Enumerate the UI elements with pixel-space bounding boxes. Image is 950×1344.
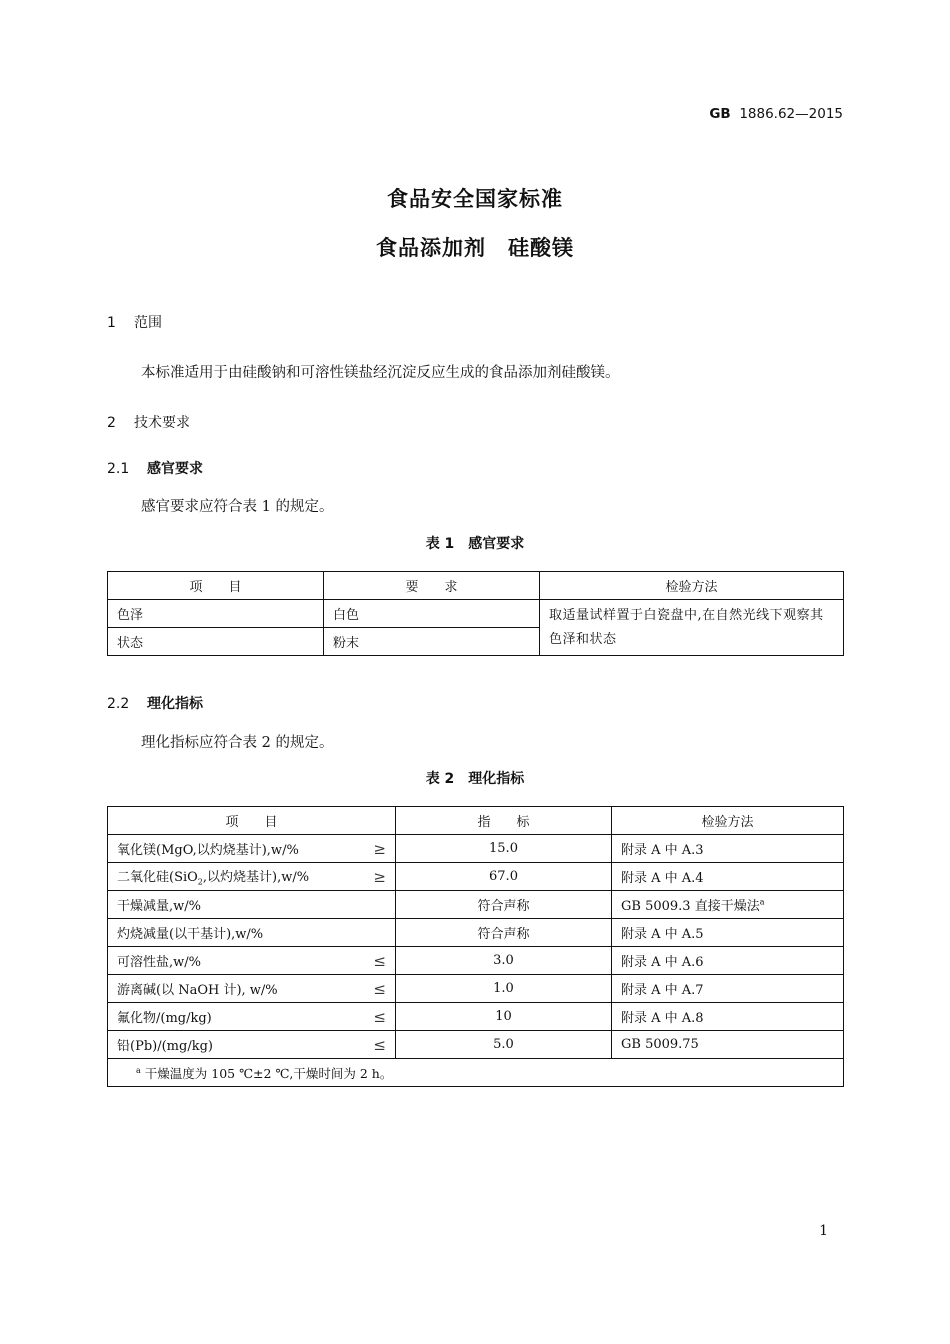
section-1-heading: 1 范围 (107, 315, 162, 331)
comparison-symbol: ≤ (373, 1035, 386, 1054)
comparison-symbol: ≤ (373, 951, 386, 970)
method-cell: 附录 A 中 A.8 (612, 1003, 844, 1031)
table-header-cell: 项 目 (108, 572, 324, 600)
table-header-cell: 检验方法 (540, 572, 844, 600)
method-cell: 附录 A 中 A.4 (612, 863, 844, 891)
item-cell: 游离碱(以 NaOH 计), w/% (117, 983, 278, 998)
table-header-row (108, 807, 844, 835)
table-row (108, 835, 844, 863)
value-cell: 3.0 (396, 947, 612, 975)
table-header-cell: 指 标 (396, 807, 612, 835)
table-row (108, 919, 844, 947)
value-cell: 5.0 (396, 1031, 612, 1059)
table-note: $^a$ 干燥温度为 105 ℃±2 ℃,干燥时间为 2 h。 (108, 1059, 844, 1087)
doc-subtitle: 食品添加剂 硅酸镁 (376, 236, 574, 260)
table-row (108, 1003, 844, 1031)
value-cell: 10 (396, 1003, 612, 1031)
table-header-cell: 检验方法 (612, 807, 844, 835)
table-1-caption: 表 1 感官要求 (425, 536, 525, 552)
method-cell: 附录 A 中 A.3 (612, 835, 844, 863)
method-cell: 附录 A 中 A.7 (612, 975, 844, 1003)
requirement-cell: 白色 (324, 600, 540, 628)
comparison-symbol: ≥ (373, 839, 386, 858)
table-2-caption: 表 2 理化指标 (425, 771, 525, 787)
table-row (108, 891, 844, 919)
section-2-2-text: 理化指标应符合表 2 的规定。 (141, 735, 334, 751)
item-cell: 状态 (108, 628, 324, 656)
table-note-row (108, 1059, 844, 1087)
doc-title: 食品安全国家标准 (387, 187, 563, 211)
value-cell: 符合声称 (396, 919, 612, 947)
value-cell: 15.0 (396, 835, 612, 863)
method-cell: 取适量试样置于白瓷盘中,在自然光线下观察其色泽和状态 (540, 600, 844, 656)
comparison-symbol: ≥ (373, 867, 386, 886)
page-number: 1 (819, 1223, 828, 1239)
table-header-row (108, 572, 844, 600)
table-header-cell: 项 目 (108, 807, 396, 835)
item-cell: 灼烧减量(以干基计),w/% (117, 927, 264, 942)
method-cell: GB 5009.3 直接干燥法$^a$ (612, 891, 844, 919)
item-cell: 可溶性盐,w/% (117, 955, 201, 970)
comparison-symbol: ≤ (373, 979, 386, 998)
table-row (108, 975, 844, 1003)
table-1 (107, 571, 844, 656)
standard-number: GB 1886.62—2015 (709, 106, 843, 122)
table-row (108, 600, 844, 628)
item-cell: 干燥减量,w/% (117, 899, 201, 914)
method-cell: 附录 A 中 A.5 (612, 919, 844, 947)
footnote-mark: a (136, 1065, 141, 1075)
section-2-1-text: 感官要求应符合表 1 的规定。 (141, 499, 334, 515)
value-cell: 67.0 (396, 863, 612, 891)
table-2 (107, 806, 844, 1087)
table-row (108, 947, 844, 975)
section-2-heading: 2 技术要求 (107, 415, 190, 431)
value-cell: 符合声称 (396, 891, 612, 919)
section-1-text: 本标准适用于由硅酸钠和可溶性镁盐经沉淀反应生成的食品添加剂硅酸镁。 (141, 365, 620, 381)
value-cell: 1.0 (396, 975, 612, 1003)
comparison-symbol: ≤ (373, 1007, 386, 1026)
method-cell: 附录 A 中 A.6 (612, 947, 844, 975)
table-header-cell: 要 求 (324, 572, 540, 600)
footnote-mark: a (759, 897, 765, 907)
method-cell: GB 5009.75 (612, 1031, 844, 1059)
item-cell: 色泽 (108, 600, 324, 628)
item-cell: 氧化镁(MgO,以灼烧基计),w/% (117, 843, 299, 858)
item-cell: 铅(Pb)/(mg/kg) (117, 1039, 213, 1054)
table-row (108, 1031, 844, 1059)
section-2-2-heading: 2.2 理化指标 (107, 696, 203, 712)
table-row (108, 863, 844, 891)
section-2-1-heading: 2.1 感官要求 (107, 461, 203, 477)
item-cell: 氟化物/(mg/kg) (117, 1011, 212, 1026)
requirement-cell: 粉末 (324, 628, 540, 656)
item-cell: 二氧化硅(SiO$_2$,以灼烧基计),w/% (117, 870, 310, 887)
